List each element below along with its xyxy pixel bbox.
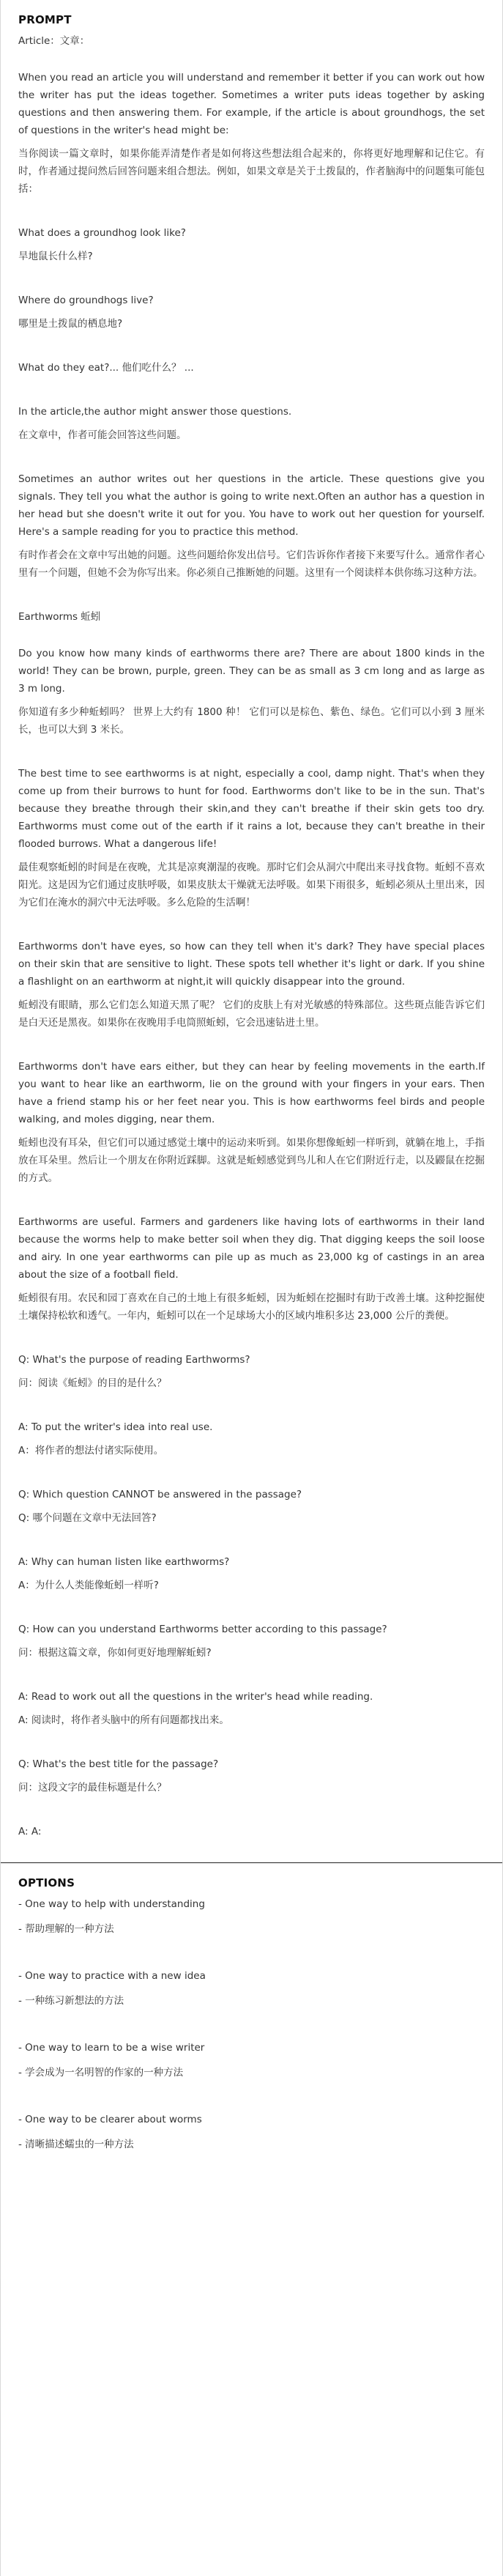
option-item[interactable] bbox=[18, 2111, 485, 2153]
paragraph-spacer bbox=[18, 582, 485, 608]
option-text-zh: - 清晰描述蠕虫的一种方法 bbox=[18, 2139, 134, 2150]
paragraph-spacer bbox=[18, 242, 485, 248]
paragraph-spacer bbox=[18, 1503, 485, 1509]
prompt-paragraph: 有时作者会在文章中写出她的问题。这些问题给你发出信号。它们告诉你作者接下来要写什么。通常作者心里有一个问题，但她不会为你写出来。你必须自己推断她的问题。这里有一个阅读样本供你练习这种方法。 bbox=[18, 549, 485, 579]
prompt-paragraph: What do they eat?... 他们吃什么？ ... bbox=[18, 362, 194, 374]
prompt-paragraph: Earthworms don't have eyes, so how can they tell when it's dark? They have special places on their skin that are sensitive to light. These spots tell whether it's light or dark. If you shine a flashlight on an earthworm at night,it will quickly disappear into the ground. bbox=[18, 941, 485, 988]
prompt-paragraph: Earthworms are useful. Farmers and gardeners like having lots of earthworms in their land because the worms help to make better soil when they dig. That digging keeps the soil loose and airy. In one year earthworms can pile up as much as 23,000 kg of castings in an area about the size of a football field. bbox=[18, 1216, 485, 1281]
prompt-paragraph: Earthworms don't have ears either, but they can hear by feeling movements in the earth.If you want to hear like an earthworm, lie on the ground with your fingers in your ears. Then have a friend stamp his or her feet near you. This is how earthworms feel birds and people walking, and moles digging, near them. bbox=[18, 1061, 485, 1125]
prompt-paragraph: Q: What's the best title for the passage? bbox=[18, 1758, 219, 1770]
paragraph-spacer bbox=[18, 1325, 485, 1351]
prompt-paragraph: A: A: bbox=[18, 1826, 42, 1837]
paragraph-spacer bbox=[18, 1128, 485, 1134]
prompt-content bbox=[1, 26, 502, 1840]
option-text-zh: - 帮助理解的一种方法 bbox=[18, 1923, 114, 1935]
prompt-paragraph: A: To put the writer's idea into real use. bbox=[18, 1421, 213, 1433]
prompt-paragraph: 蚯蚓没有眼睛，那么它们怎么知道天黑了呢？ 它们的皮肤上有对光敏感的特殊部位。这些斑点能告诉它们是白天还是黑夜。如果你在夜晚用手电筒照蚯蚓，它会迅速钻进土里。 bbox=[18, 999, 485, 1029]
prompt-paragraph: 蚯蚓也没有耳朵，但它们可以通过感觉土壤中的运动来听到。如果你想像蚯蚓一样听到，就躺在地上，手指放在耳朵里。然后让一个朋友在你附近踩脚。这就是蚯蚓感觉到鸟儿和人在它们附近行走，以及鼹鼠在挖掘的方式。 bbox=[18, 1137, 485, 1184]
paragraph-spacer bbox=[18, 1796, 485, 1823]
prompt-paragraph: Where do groundhogs live? bbox=[18, 295, 154, 306]
paragraph-spacer bbox=[18, 1594, 485, 1621]
paragraph-spacer bbox=[18, 541, 485, 547]
prompt-paragraph: Article：文章： bbox=[18, 35, 90, 47]
paragraph-spacer bbox=[18, 739, 485, 765]
paragraph-spacer bbox=[18, 50, 485, 69]
paragraph-spacer bbox=[18, 139, 485, 145]
paragraph-spacer bbox=[18, 1032, 485, 1058]
prompt-paragraph: The best time to see earthworms is at night, especially a cool, damp night. That's when they come up from their burrows to hunt for food. Earthworms don't like to be in the sun. That's because they breathe through their skin,and they can't breathe if their skin gets too dry. Earthworms must come out of the earth if it rains a lot, because they can't breathe in their flooded burrows. What a dangerous life! bbox=[18, 768, 485, 850]
prompt-paragraph: Earthworms 蚯蚓 bbox=[18, 611, 101, 623]
prompt-paragraph: 最佳观察蚯蚓的时间是在夜晚，尤其是凉爽潮湿的夜晚。那时它们会从洞穴中爬出来寻找食物。蚯蚓不喜欢阳光。这是因为它们通过皮肤呼吸，如果皮肤太干燥就无法呼吸。如果下雨很多，蚯蚓必须从土里出来，因为它们在淹水的洞穴中无法呼吸。多么危险的生活啊！ bbox=[18, 862, 485, 908]
prompt-paragraph: Q: How can you understand Earthworms better according to this passage? bbox=[18, 1624, 387, 1635]
paragraph-spacer bbox=[18, 444, 485, 470]
prompt-paragraph: 问：这段文字的最佳标题是什么？ bbox=[18, 1782, 167, 1794]
paragraph-spacer bbox=[18, 991, 485, 996]
option-item[interactable] bbox=[18, 1967, 485, 2010]
option-text-en: - One way to help with understanding bbox=[18, 1898, 205, 1910]
prompt-paragraph: 哪里是土拨鼠的栖息地? bbox=[18, 318, 123, 330]
prompt-paragraph: 在文章中，作者可能会回答这些问题。 bbox=[18, 429, 187, 441]
prompt-heading: PROMPT bbox=[18, 13, 72, 26]
prompt-paragraph: When you read an article you will understand and remember it better if you can work out how the writer has put the ideas together. Sometimes a writer puts ideas together by asking questions and then answering them. For example, if the article is about groundhogs, the set of questions in the writer's head might be: bbox=[18, 72, 485, 136]
prompt-paragraph: 问：阅读《蚯蚓》的目的是什么？ bbox=[18, 1377, 167, 1389]
option-text-en: - One way to be clearer about worms bbox=[18, 2114, 202, 2125]
prompt-paragraph: A: 阅读时，将作者头脑中的所有问题都找出来。 bbox=[18, 1714, 229, 1726]
prompt-paragraph: Sometimes an author writes out her questions in the article. These questions give you signals. They tell you what the author is going to write next.Often an author has a question in her head but she doesn't write it out for you. You have to work out her question for yourself. Here's a sample reading for you to practice this method. bbox=[18, 473, 485, 538]
option-text-en: - One way to practice with a new idea bbox=[18, 1970, 206, 1982]
prompt-paragraph: 蚯蚓很有用。农民和园丁喜欢在自己的土地上有很多蚯蚓，因为蚯蚓在挖掘时有助于改善土壤。这种挖掘使土壤保持松软和透气。一年内，蚯蚓可以在一个足球场大小的区域内堆积多达 23,000 公斤的粪便。 bbox=[18, 1292, 485, 1322]
paragraph-spacer bbox=[18, 697, 485, 703]
option-text-en: - One way to learn to be a wise writer bbox=[18, 2042, 205, 2054]
paragraph-spacer bbox=[18, 309, 485, 315]
option-text-zh: - 一种练习新想法的方法 bbox=[18, 1995, 124, 2007]
prompt-paragraph: 问：根据这篇文章，你如何更好地理解蚯蚓? bbox=[18, 1647, 212, 1659]
options-heading: OPTIONS bbox=[18, 1876, 75, 1890]
paragraph-spacer bbox=[18, 1706, 485, 1711]
prompt-paragraph: A：将作者的想法付诸实际使用。 bbox=[18, 1445, 164, 1457]
paragraph-spacer bbox=[18, 1638, 485, 1644]
paragraph-spacer bbox=[18, 333, 485, 359]
prompt-paragraph: A：为什么人类能像蚯蚓一样听? bbox=[18, 1580, 159, 1591]
paragraph-spacer bbox=[18, 198, 485, 224]
prompt-paragraph: Q: What's the purpose of reading Earthworms? bbox=[18, 1354, 250, 1366]
prompt-paragraph: Q: 哪个问题在文章中无法回答? bbox=[18, 1512, 157, 1524]
paragraph-spacer bbox=[18, 626, 485, 645]
paragraph-spacer bbox=[18, 1369, 485, 1374]
paragraph-spacer bbox=[18, 853, 485, 859]
paragraph-spacer bbox=[18, 421, 485, 426]
paragraph-spacer bbox=[18, 1662, 485, 1688]
paragraph-spacer bbox=[18, 1392, 485, 1418]
paragraph-spacer bbox=[18, 377, 485, 403]
paragraph-spacer bbox=[18, 911, 485, 938]
paragraph-spacer bbox=[18, 1729, 485, 1755]
paragraph-spacer bbox=[18, 1527, 485, 1553]
paragraph-spacer bbox=[18, 1436, 485, 1442]
prompt-paragraph: 你知道有多少种蚯蚓吗？ 世界上大约有 1800 种！ 它们可以是棕色、紫色、绿色。它们可以小到 3 厘米长，也可以大到 3 米长。 bbox=[18, 706, 485, 736]
paragraph-spacer bbox=[18, 1284, 485, 1289]
options-list bbox=[1, 1890, 502, 2153]
prompt-paragraph: Do you know how many kinds of earthworms there are? There are about 1800 kinds in the world! They can be brown, purple, green. They can be as small as 3 cm long and as large as 3 m long. bbox=[18, 648, 485, 695]
paragraph-spacer bbox=[18, 265, 485, 292]
prompt-paragraph: 当你阅读一篇文章时，如果你能弄清楚作者是如何将这些想法组合起来的，你将更好地理解和记住它。有时，作者通过提问然后回答问题来组合想法。例如，如果文章是关于土拨鼠的，作者脑海中的问题集可能包括： bbox=[18, 148, 485, 195]
paragraph-spacer bbox=[18, 1459, 485, 1486]
prompt-paragraph: In the article,the author might answer those questions. bbox=[18, 406, 292, 418]
paragraph-spacer bbox=[18, 1571, 485, 1577]
option-item[interactable] bbox=[18, 2039, 485, 2081]
prompt-paragraph: Q: Which question CANNOT be answered in the passage? bbox=[18, 1489, 302, 1500]
prompt-paragraph: 旱地鼠长什么样? bbox=[18, 251, 93, 262]
paragraph-spacer bbox=[18, 1773, 485, 1779]
option-item[interactable] bbox=[18, 1895, 485, 1938]
prompt-paragraph: A: Why can human listen like earthworms? bbox=[18, 1556, 230, 1568]
paragraph-spacer bbox=[18, 1187, 485, 1213]
option-text-zh: - 学会成为一名明智的作家的一种方法 bbox=[18, 2067, 184, 2079]
prompt-paragraph: A: Read to work out all the questions in the writer's head while reading. bbox=[18, 1691, 373, 1703]
prompt-paragraph: What does a groundhog look like? bbox=[18, 227, 186, 239]
